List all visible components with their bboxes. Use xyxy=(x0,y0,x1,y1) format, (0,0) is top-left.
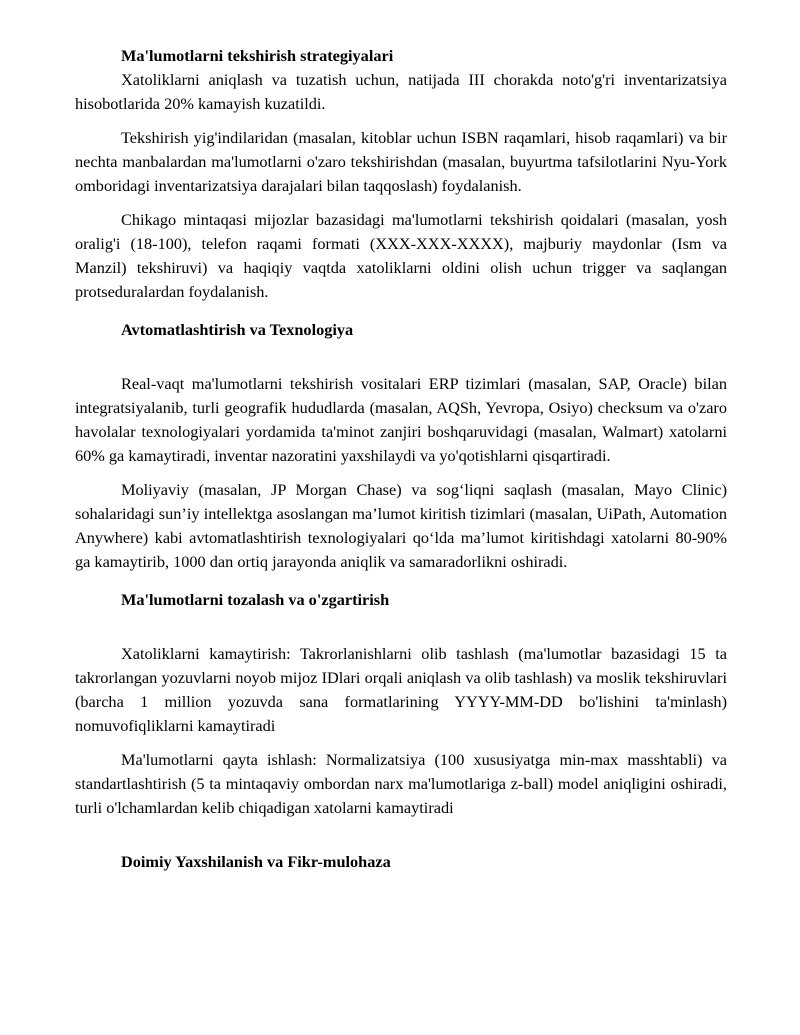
section-heading-automation: Avtomatlashtirish va Texnologiya xyxy=(121,320,354,339)
section-heading-validation: Ma'lumotlarni tekshirish strategiyalari xyxy=(121,46,394,65)
paragraph-ai-data-entry: Moliyaviy (masalan, JP Morgan Chase) va sog‘liqni saqlash (masalan, Mayo Clinic) sohalaridagi sun’iy intellektga asoslangan ma’lumot kiritish tizimlari (masalan, UiPath, Automation Anywhere) kabi avtomatlashtirish texnologiyalari qo‘lda ma’lumot kiritishdagi xatolarni 80-90% ga kamaytirib, 1000 dan ortiq jarayonda aniqlik va samaradorlikni oshiradi. xyxy=(75,480,727,571)
paragraph-data-processing: Ma'lumotlarni qayta ishlash: Normalizatsiya (100 xususiyatga min-max masshtabli) va standartlashtirish (5 ta mintaqaviy ombordan narx ma'lumotlariga z-ball) model aniqligini oshiradi, turli o'lchamlardan kelib chiqadigan xatolarni kamaytiradi xyxy=(75,750,727,817)
section-heading-improvement: Doimiy Yaxshilanish va Fikr-mulohaza xyxy=(121,852,391,871)
document-page xyxy=(75,44,727,874)
paragraph-checksums: Tekshirish yig'indilaridan (masalan, kitoblar uchun ISBN raqamlari, hisob raqamlari) va bir nechta manbalardan ma'lumotlarni o'zaro tekshirishdan (masalan, buyurtma tafsilotlarini Nyu-York omboridagi inventarizatsiya darajalari bilan taqqoslash) foydalanish. xyxy=(75,128,727,195)
paragraph-validation-intro: Xatoliklarni aniqlash va tuzatish uchun, natijada III chorakda noto'g'ri inventarizatsiya hisobotlarida 20% kamayish kuzatildi. xyxy=(75,70,727,113)
paragraph-realtime-tools: Real-vaqt ma'lumotlarni tekshirish vositalari ERP tizimlari (masalan, SAP, Oracle) bilan integratsiyalanib, turli geografik hududlarda (masalan, AQSh, Yevropa, Osiyo) checksum va o'zaro havolalar texnologiyalari yordamida ta'minot zanjiri boshqaruvidagi (masalan, Walmart) xatolarni 60% ga kamaytiradi, inventar nazoratini yaxshilaydi va yo'qotishlarni qisqartiradi. xyxy=(75,374,727,465)
section-heading-cleaning: Ma'lumotlarni tozalash va o'zgartirish xyxy=(121,590,390,609)
paragraph-error-reduction: Xatoliklarni kamaytirish: Takrorlanishlarni olib tashlash (ma'lumotlar bazasidagi 15 ta takrorlangan yozuvlarni noyob mijoz IDlari orqali aniqlash va olib tashlash) va moslik tekshiruvlari (barcha 1 million yozuvda sana formatlarining YYYY-MM-DD bo'lishini ta'minlash) nomuvofiqliklarni kamaytiradi xyxy=(75,644,727,735)
paragraph-validation-rules: Chikago mintaqasi mijozlar bazasidagi ma'lumotlarni tekshirish qoidalari (masalan, yosh oralig'i (18-100), telefon raqami formati (XXX-XXX-XXXX), majburiy maydonlar (Ism va Manzil) tekshiruvi) va haqiqiy vaqtda xatoliklarni oldini olish uchun trigger va saqlangan protseduralardan foydalanish. xyxy=(75,210,727,301)
